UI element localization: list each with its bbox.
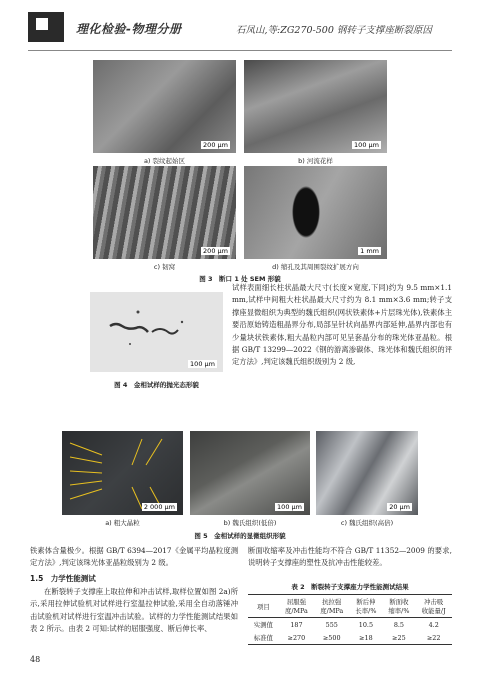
table2-header: 项目 xyxy=(256,602,270,611)
fig3d-label: d) 缩孔及其周围裂纹扩展方向 xyxy=(272,263,359,271)
table2-header-row xyxy=(248,595,452,618)
table2-header: 抗拉强 度/MPa xyxy=(320,598,344,615)
table-cell: 实测值 xyxy=(253,621,273,629)
fig5b-image xyxy=(190,431,310,515)
fig3b-image xyxy=(244,60,387,153)
table-cell: ≥25 xyxy=(392,633,406,642)
table-cell: ≥22 xyxy=(426,633,441,642)
header-rule xyxy=(28,50,452,51)
fig5b-scale: 100 μm xyxy=(277,503,302,511)
table-cell: 10.5 xyxy=(358,620,374,629)
table-cell: 标准值 xyxy=(253,634,273,642)
fig4-scale: 100 μm xyxy=(190,360,215,368)
table2-header: 断后伸 长率/% xyxy=(355,598,377,615)
fig3c-label: c) 韧窝 xyxy=(153,263,176,271)
right-para: 断面收缩率及冲击性能均不符合 GB/T 11352—2009 的要求,说明转子支撑座的塑性及抗冲击性能较差。 xyxy=(248,546,452,568)
fig3c-scale: 200 μm xyxy=(203,247,228,255)
fig5a-label: a) 粗大晶粒 xyxy=(105,519,140,527)
table2 xyxy=(248,594,452,645)
right-paragraph: 试样表面细长柱状晶最大尺寸(长度×宽度,下同)约为 9.5 mm×1.1 mm,试样中间粗大柱状晶最大尺寸约为 8.1 mm×3.6 mm;转子支撑座显微组织为典型的魏氏组织(网状铁素体+片层珠光体),铁素体主要沿原始铸造粗晶界分布,局部呈针状向晶界内部延伸,晶界内部也有少量块状铁素体,粗大晶粒内部可见呈套晶分布的珠光体亚晶粒。根据 GB/T 13299—2022《钢的游离渗碳体、珠光体和魏氏组织的评定方法》,判定该魏氏组织级别为 2 级, xyxy=(232,283,452,367)
table-cell: ≥270 xyxy=(287,633,306,642)
table2-header: 断面收 缩率/% xyxy=(388,598,410,615)
fig5a-image xyxy=(62,431,183,515)
fig3b-label: b) 河流花样 xyxy=(298,157,333,165)
fig3-caption: 图 3 断口 1 处 SEM 形貌 xyxy=(199,275,281,283)
table-cell: ≥500 xyxy=(322,633,341,642)
table-row xyxy=(248,618,452,632)
fig3b-scale: 100 μm xyxy=(354,141,379,149)
journal-logo xyxy=(28,12,64,42)
fig4-caption: 图 4 金相试样的抛光态形貌 xyxy=(114,381,199,389)
fig5-caption: 图 5 金相试样的显微组织形貌 xyxy=(194,532,286,540)
fig3a-scale: 200 μm xyxy=(203,141,228,149)
table-cell: 4.2 xyxy=(428,620,439,629)
left-para1: 铁素体含量极少。根据 GB/T 6394—2017《金属平均晶粒度测定方法》,判定该珠光体亚晶粒级别为 2 级。 xyxy=(30,546,238,568)
fig5a-scale: 2 000 μm xyxy=(143,503,175,511)
table2-header: 冲击吸 收能量/J xyxy=(421,598,446,615)
table2-title: 表 2 断裂转子支撑座力学性能测试结果 xyxy=(291,583,409,591)
fig5c-label: c) 魏氏组织(高倍) xyxy=(340,519,394,527)
fig3a-label: a) 裂纹起始区 xyxy=(143,157,186,165)
fig4-image xyxy=(90,292,223,372)
table-row xyxy=(248,631,452,645)
fig5c-scale: 20 μm xyxy=(389,503,410,511)
fig3d-scale: 1 mm xyxy=(360,247,379,255)
fig3a-image xyxy=(93,60,236,153)
page-number: 48 xyxy=(30,655,41,664)
fig5c-image xyxy=(316,431,418,515)
running-title: 石凤山,等:ZG270-500 钢转子支撑座断裂原因 xyxy=(236,25,432,36)
table-cell: 555 xyxy=(325,620,338,629)
section-heading: 1.5 力学性能测试 xyxy=(30,574,96,583)
fig3c-image xyxy=(93,166,236,259)
table-cell: 8.5 xyxy=(393,620,404,629)
table-cell: ≥18 xyxy=(359,633,373,642)
fig3d-image xyxy=(244,166,387,259)
table-cell: 187 xyxy=(290,620,303,629)
table2-header: 屈服强 度/MPa xyxy=(284,598,308,615)
journal-brand: 理化检验-物理分册 xyxy=(76,22,182,36)
left-para2: 在断裂转子支撑座上取拉伸和冲击试样,取样位置如图 2a)所示,采用拉伸试验机对试样进行室温拉伸试验,采用全自动落锤冲击试验机对试样进行室温冲击试验。试样的力学性能测试结果如表 2 所示。由表 2 可知:试样的屈服强度、断后伸长率、 xyxy=(30,587,238,634)
fig5b-label: b) 魏氏组织(低倍) xyxy=(223,519,277,527)
